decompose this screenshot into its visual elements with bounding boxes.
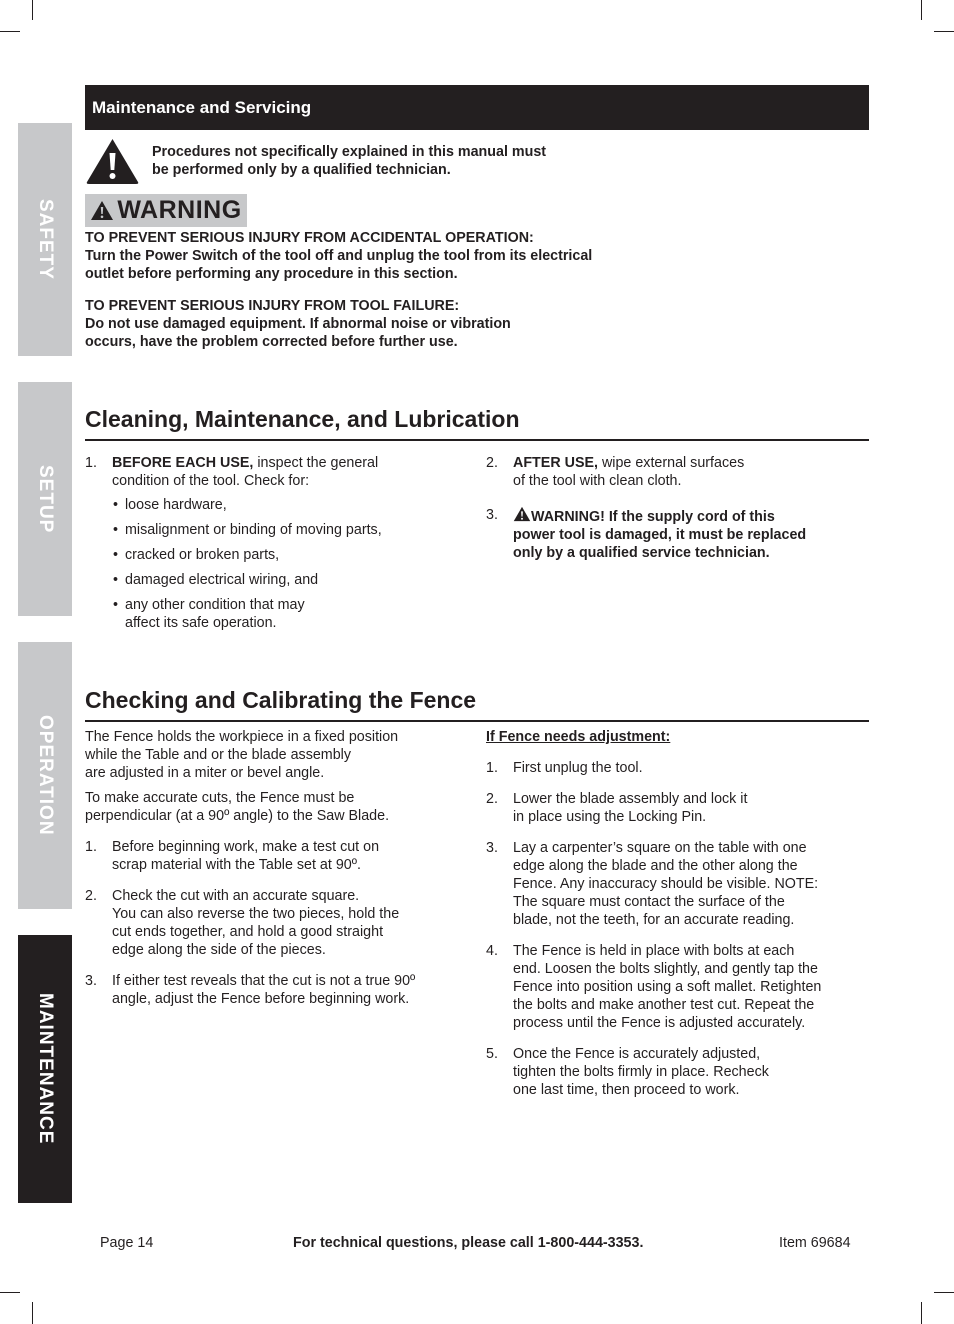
item-lead: BEFORE EACH USE, bbox=[112, 455, 254, 471]
item-text: inspect the general bbox=[253, 455, 379, 471]
item-number: Item 69684 bbox=[779, 1235, 851, 1251]
intro-line: while the Table and or the blade assembly bbox=[85, 747, 351, 763]
warning-badge-label: WARNING bbox=[117, 196, 242, 224]
item-text: the bolts and make another test cut. Repeat the bbox=[513, 997, 815, 1013]
list-item bbox=[486, 506, 869, 562]
crop-mark bbox=[921, 1302, 922, 1324]
item-text: condition of the tool. Check for: bbox=[112, 473, 310, 489]
item-text: end. Loosen the bolts slightly, and gently tap the bbox=[513, 961, 818, 977]
item-number: 3. bbox=[85, 973, 97, 989]
item-number: 5. bbox=[486, 1046, 498, 1062]
item-text: power tool is damaged, it must be replaced bbox=[513, 527, 807, 543]
section-header bbox=[85, 85, 869, 130]
side-tab-label: SAFETY bbox=[35, 199, 56, 280]
item-number: 2. bbox=[486, 791, 498, 807]
list-item bbox=[85, 454, 425, 632]
item-text: angle, adjust the Fence before beginning work. bbox=[112, 991, 410, 1007]
item-number: 2. bbox=[486, 455, 498, 471]
crop-mark bbox=[0, 31, 20, 32]
cleaning-list-left bbox=[85, 454, 425, 639]
cleaning-heading: Cleaning, Maintenance, and Lubrication bbox=[85, 406, 869, 441]
item-text: one last time, then proceed to work. bbox=[513, 1082, 740, 1098]
caution-text bbox=[152, 143, 546, 179]
side-tab-operation bbox=[18, 642, 72, 909]
warning-block-accidental bbox=[85, 229, 592, 283]
list-item bbox=[486, 942, 869, 1032]
section-title: Maintenance and Servicing bbox=[92, 97, 312, 117]
item-number: 1. bbox=[85, 455, 97, 471]
list-item bbox=[85, 887, 445, 959]
item-text: edge along the side of the pieces. bbox=[112, 942, 326, 958]
item-text: process until the Fence is adjusted accurately. bbox=[513, 1015, 806, 1031]
item-lead: AFTER USE, bbox=[513, 455, 598, 471]
item-text: blade, not the teeth, for an accurate reading. bbox=[513, 912, 795, 928]
side-tab-label: OPERATION bbox=[35, 715, 56, 836]
list-item bbox=[486, 759, 869, 777]
fence-steps-left bbox=[85, 838, 445, 1008]
list-item bbox=[486, 1045, 869, 1099]
warning-line: outlet before performing any procedure in this section. bbox=[85, 266, 458, 282]
warning-line: Do not use damaged equipment. If abnormal noise or vibration bbox=[85, 316, 511, 332]
bullet-item bbox=[112, 596, 425, 632]
item-number: 3. bbox=[486, 507, 498, 523]
item-text: edge along the blade and the other along the bbox=[513, 858, 798, 874]
item-text: Before beginning work, make a test cut on bbox=[112, 839, 380, 855]
item-text: in place using the Locking Pin. bbox=[513, 809, 707, 825]
crop-mark bbox=[934, 1292, 954, 1293]
side-tab-safety bbox=[18, 123, 72, 356]
list-item bbox=[85, 972, 445, 1008]
intro-line: The Fence holds the workpiece in a fixed position bbox=[85, 729, 399, 745]
item-number: 1. bbox=[85, 839, 97, 855]
crop-mark bbox=[934, 31, 954, 32]
item-text: The square must contact the surface of the bbox=[513, 894, 785, 910]
list-item bbox=[85, 838, 445, 874]
item-text: If either test reveals that the cut is not a true 90º bbox=[112, 973, 416, 989]
item-text: Fence. Any inaccuracy should be visible. NOTE: bbox=[513, 876, 819, 892]
item-text: Check the cut with an accurate square. bbox=[112, 888, 360, 904]
warning-heading: TO PREVENT SERIOUS INJURY FROM TOOL FAILURE: bbox=[85, 298, 460, 314]
warning-block-failure bbox=[85, 297, 511, 351]
inspection-bullets bbox=[112, 496, 425, 632]
item-text: scrap material with the Table set at 90º. bbox=[112, 857, 361, 873]
item-number: 2. bbox=[85, 888, 97, 904]
page-number: Page 14 bbox=[100, 1235, 154, 1251]
warning-line: Turn the Power Switch of the tool off and unplug the tool from its electrical bbox=[85, 248, 593, 264]
item-text: Lay a carpenter’s square on the table with one bbox=[513, 840, 807, 856]
warning-heading: TO PREVENT SERIOUS INJURY FROM ACCIDENTAL OPERATION: bbox=[85, 230, 534, 246]
item-number: 4. bbox=[486, 943, 498, 959]
warning-triangle-icon bbox=[513, 506, 531, 522]
bullet-line: • any other condition that may bbox=[125, 597, 305, 613]
bullet-item: • loose hardware, bbox=[112, 496, 425, 514]
bullet-item: • cracked or broken parts, bbox=[112, 546, 425, 564]
support-phone: For technical questions, please call 1-800-444-3353. bbox=[293, 1235, 644, 1251]
item-text: WARNING! If the supply cord of this bbox=[531, 509, 775, 525]
bullet-item: • misalignment or binding of moving parts, bbox=[112, 521, 425, 539]
intro-line: perpendicular (at a 90º angle) to the Saw Blade. bbox=[85, 808, 390, 824]
item-text: Lower the blade assembly and lock it bbox=[513, 791, 748, 807]
fence-intro bbox=[85, 728, 445, 825]
item-text: Fence into position using a soft mallet. Retighten bbox=[513, 979, 822, 995]
side-tab-label: MAINTENANCE bbox=[35, 993, 56, 1145]
crop-mark bbox=[32, 0, 33, 20]
list-item bbox=[486, 790, 869, 826]
item-text: cut ends together, and hold a good straight bbox=[112, 924, 384, 940]
item-text: You can also reverse the two pieces, hold the bbox=[112, 906, 400, 922]
item-number: 3. bbox=[486, 840, 498, 856]
crop-mark bbox=[0, 1292, 20, 1293]
item-text: wipe external surfaces bbox=[598, 455, 745, 471]
item-text: The Fence is held in place with bolts at each bbox=[513, 943, 795, 959]
item-number: 1. bbox=[486, 760, 498, 776]
item-text: Once the Fence is accurately adjusted, bbox=[513, 1046, 761, 1062]
item-text: First unplug the tool. bbox=[513, 760, 643, 776]
side-tab-setup bbox=[18, 382, 72, 616]
item-text: tighten the bolts firmly in place. Recheck bbox=[513, 1064, 769, 1080]
fence-heading: Checking and Calibrating the Fence bbox=[85, 687, 869, 722]
warning-line: occurs, have the problem corrected before further use. bbox=[85, 334, 458, 350]
caution-line: Procedures not specifically explained in this manual must bbox=[152, 144, 547, 160]
intro-line: are adjusted in a miter or bevel angle. bbox=[85, 765, 325, 781]
warning-triangle-icon bbox=[90, 200, 114, 221]
fence-steps-right bbox=[486, 759, 869, 1099]
list-item bbox=[486, 454, 869, 490]
caution-triangle-icon bbox=[85, 137, 140, 190]
bullet-item: • damaged electrical wiring, and bbox=[112, 571, 425, 589]
bullet-line: affect its safe operation. bbox=[125, 615, 277, 631]
caution-line: be performed only by a qualified technician. bbox=[152, 162, 451, 178]
crop-mark bbox=[921, 0, 922, 20]
item-text: only by a qualified service technician. bbox=[513, 545, 770, 561]
side-tab-label: SETUP bbox=[35, 464, 56, 534]
list-item bbox=[486, 839, 869, 929]
intro-line: To make accurate cuts, the Fence must be bbox=[85, 790, 355, 806]
cleaning-list-right bbox=[486, 454, 869, 562]
warning-badge bbox=[85, 194, 247, 227]
side-tab-maintenance bbox=[18, 935, 72, 1203]
adjustment-heading: If Fence needs adjustment: bbox=[486, 729, 671, 745]
crop-mark bbox=[32, 1302, 33, 1324]
item-text: of the tool with clean cloth. bbox=[513, 473, 682, 489]
